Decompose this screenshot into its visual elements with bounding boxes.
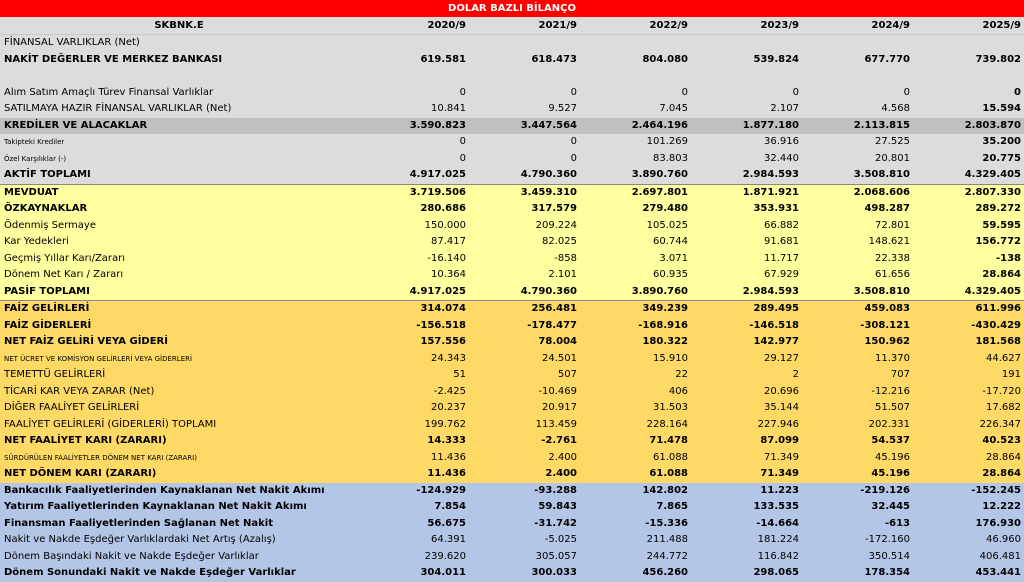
- table-row: [0, 184, 1024, 201]
- row-value: 72.801: [802, 218, 913, 235]
- row-value: 64.391: [358, 532, 469, 549]
- row-value: 2.697.801: [580, 184, 691, 201]
- row-value: 180.322: [580, 334, 691, 351]
- row-label: Finansman Faaliyetlerinden Sağlanan Net Nakit: [0, 516, 358, 533]
- row-value: 29.127: [691, 351, 802, 368]
- row-value: 539.824: [691, 52, 802, 69]
- row-value: 7.045: [580, 101, 691, 118]
- row-value: 228.164: [580, 417, 691, 434]
- row-label: MEVDUAT: [0, 184, 358, 201]
- row-value: -430.429: [913, 318, 1024, 335]
- row-value: 453.441: [913, 565, 1024, 582]
- table-row: [0, 201, 1024, 218]
- row-value: -5.025: [469, 532, 580, 549]
- year-header: 2021/9: [469, 17, 580, 35]
- row-value: [358, 35, 469, 52]
- row-value: -152.245: [913, 483, 1024, 500]
- table-row: [0, 35, 1024, 52]
- row-value: -93.288: [469, 483, 580, 500]
- table-row: [0, 251, 1024, 268]
- row-value: -613: [802, 516, 913, 533]
- row-value: 1.871.921: [691, 184, 802, 201]
- row-value: 31.503: [580, 400, 691, 417]
- row-label: AKTİF TOPLAMI: [0, 167, 358, 184]
- row-value: 289.495: [691, 301, 802, 318]
- row-value: 3.890.760: [580, 284, 691, 301]
- row-value: 227.946: [691, 417, 802, 434]
- row-value: 0: [469, 134, 580, 151]
- row-value: 2.068.606: [802, 184, 913, 201]
- row-value: -172.160: [802, 532, 913, 549]
- row-value: [691, 35, 802, 52]
- row-value: 7.854: [358, 499, 469, 516]
- row-value: 54.537: [802, 433, 913, 450]
- row-value: 181.568: [913, 334, 1024, 351]
- table-row: [0, 483, 1024, 500]
- row-value: 40.523: [913, 433, 1024, 450]
- row-value: 32.440: [691, 151, 802, 168]
- row-value: 11.436: [358, 450, 469, 467]
- row-value: 0: [913, 85, 1024, 102]
- year-header: 2024/9: [802, 17, 913, 35]
- row-value: 618.473: [469, 52, 580, 69]
- row-value: 611.996: [913, 301, 1024, 318]
- row-value: 244.772: [580, 549, 691, 566]
- row-value: 0: [358, 151, 469, 168]
- table-row: [0, 433, 1024, 450]
- row-value: 317.579: [469, 201, 580, 218]
- row-value: 289.272: [913, 201, 1024, 218]
- row-label: TEMETTÜ GELİRLERİ: [0, 367, 358, 384]
- row-value: 619.581: [358, 52, 469, 69]
- row-value: 2.400: [469, 466, 580, 483]
- row-label: Özel Karşılıklar (-): [0, 151, 358, 168]
- row-value: 113.459: [469, 417, 580, 434]
- row-value: 2.807.330: [913, 184, 1024, 201]
- row-value: 24.343: [358, 351, 469, 368]
- row-value: 150.000: [358, 218, 469, 235]
- row-value: 0: [469, 85, 580, 102]
- row-value: 314.074: [358, 301, 469, 318]
- row-value: 181.224: [691, 532, 802, 549]
- row-value: [358, 68, 469, 85]
- row-value: -14.664: [691, 516, 802, 533]
- row-value: 353.931: [691, 201, 802, 218]
- row-value: 2.107: [691, 101, 802, 118]
- row-value: 349.239: [580, 301, 691, 318]
- row-value: 116.842: [691, 549, 802, 566]
- row-value: 66.882: [691, 218, 802, 235]
- row-value: 91.681: [691, 234, 802, 251]
- row-value: 101.269: [580, 134, 691, 151]
- row-value: [691, 68, 802, 85]
- row-value: 32.445: [802, 499, 913, 516]
- row-value: 61.088: [580, 450, 691, 467]
- row-value: 51: [358, 367, 469, 384]
- row-value: 4.790.360: [469, 284, 580, 301]
- row-value: 20.696: [691, 384, 802, 401]
- row-label: ÖZKAYNAKLAR: [0, 201, 358, 218]
- row-value: 3.459.310: [469, 184, 580, 201]
- row-value: 4.329.405: [913, 167, 1024, 184]
- row-value: 1.877.180: [691, 118, 802, 135]
- row-value: [580, 35, 691, 52]
- table-row: [0, 466, 1024, 483]
- row-value: 59.843: [469, 499, 580, 516]
- row-value: 459.083: [802, 301, 913, 318]
- row-value: 87.099: [691, 433, 802, 450]
- row-label: Nakit ve Nakde Eşdeğer Varlıklardaki Net Artış (Azalış): [0, 532, 358, 549]
- row-value: 36.916: [691, 134, 802, 151]
- row-value: 56.675: [358, 516, 469, 533]
- row-value: 0: [358, 134, 469, 151]
- row-value: 4.917.025: [358, 167, 469, 184]
- row-value: 45.196: [802, 466, 913, 483]
- row-label: NET FAALİYET KARI (ZARARI): [0, 433, 358, 450]
- row-label: SATILMAYA HAZIR FİNANSAL VARLIKLAR (Net): [0, 101, 358, 118]
- row-label: SÜRDÜRÜLEN FAALİYETLER DÖNEM NET KARI (ZARARI): [0, 450, 358, 467]
- row-value: 456.260: [580, 565, 691, 582]
- row-value: 0: [691, 85, 802, 102]
- row-value: 11.436: [358, 466, 469, 483]
- row-value: 2.400: [469, 450, 580, 467]
- row-value: [913, 35, 1024, 52]
- row-value: 14.333: [358, 433, 469, 450]
- table-row: [0, 565, 1024, 582]
- row-value: 20.775: [913, 151, 1024, 168]
- row-value: 280.686: [358, 201, 469, 218]
- row-value: 15.594: [913, 101, 1024, 118]
- row-value: 11.223: [691, 483, 802, 500]
- row-value: 156.772: [913, 234, 1024, 251]
- row-value: 211.488: [580, 532, 691, 549]
- row-value: 4.917.025: [358, 284, 469, 301]
- row-value: 191: [913, 367, 1024, 384]
- row-value: -15.336: [580, 516, 691, 533]
- row-value: 804.080: [580, 52, 691, 69]
- table-row: [0, 134, 1024, 151]
- row-value: 350.514: [802, 549, 913, 566]
- row-label: FAİZ GİDERLERİ: [0, 318, 358, 335]
- row-value: 178.354: [802, 565, 913, 582]
- row-value: 2.984.593: [691, 284, 802, 301]
- row-value: 142.802: [580, 483, 691, 500]
- row-value: 3.071: [580, 251, 691, 268]
- row-value: 44.627: [913, 351, 1024, 368]
- row-value: 20.917: [469, 400, 580, 417]
- row-value: 10.364: [358, 267, 469, 284]
- row-value: 45.196: [802, 450, 913, 467]
- row-value: 0: [802, 85, 913, 102]
- row-value: -219.126: [802, 483, 913, 500]
- row-value: 28.864: [913, 450, 1024, 467]
- row-value: -138: [913, 251, 1024, 268]
- row-value: -124.929: [358, 483, 469, 500]
- row-value: 176.930: [913, 516, 1024, 533]
- row-value: 82.025: [469, 234, 580, 251]
- row-value: 300.033: [469, 565, 580, 582]
- row-value: -146.518: [691, 318, 802, 335]
- row-label: FAİZ GELİRLERİ: [0, 301, 358, 318]
- row-label: Takipteki Krediler: [0, 134, 358, 151]
- row-value: -2.761: [469, 433, 580, 450]
- year-header: 2023/9: [691, 17, 802, 35]
- row-value: -17.720: [913, 384, 1024, 401]
- row-value: 71.349: [691, 466, 802, 483]
- row-label: NAKİT DEĞERLER VE MERKEZ BANKASI: [0, 52, 358, 69]
- row-value: 148.621: [802, 234, 913, 251]
- table-body: [0, 35, 1024, 582]
- table-row: [0, 318, 1024, 335]
- row-label: Ödenmiş Sermaye: [0, 218, 358, 235]
- row-value: 61.088: [580, 466, 691, 483]
- row-value: 3.447.564: [469, 118, 580, 135]
- row-value: 51.507: [802, 400, 913, 417]
- row-value: 17.682: [913, 400, 1024, 417]
- row-value: 60.744: [580, 234, 691, 251]
- row-value: 3.508.810: [802, 167, 913, 184]
- row-value: 60.935: [580, 267, 691, 284]
- row-value: 150.962: [802, 334, 913, 351]
- row-value: 67.929: [691, 267, 802, 284]
- row-value: 46.960: [913, 532, 1024, 549]
- row-value: 507: [469, 367, 580, 384]
- table-row: [0, 101, 1024, 118]
- row-value: 199.762: [358, 417, 469, 434]
- row-value: 20.237: [358, 400, 469, 417]
- row-value: 2.101: [469, 267, 580, 284]
- row-label: Bankacılık Faaliyetlerinden Kaynaklanan Net Nakit Akımı: [0, 483, 358, 500]
- row-value: 2.803.870: [913, 118, 1024, 135]
- row-value: 0: [580, 85, 691, 102]
- table-row: [0, 450, 1024, 467]
- table-row: [0, 151, 1024, 168]
- table-row: [0, 417, 1024, 434]
- row-value: 71.478: [580, 433, 691, 450]
- row-value: -12.216: [802, 384, 913, 401]
- row-value: 239.620: [358, 549, 469, 566]
- row-value: 11.370: [802, 351, 913, 368]
- row-value: 71.349: [691, 450, 802, 467]
- balance-table: [0, 17, 1024, 582]
- row-label: NET ÜCRET VE KOMİSYON GELİRLERİ VEYA GİDERLERİ: [0, 351, 358, 368]
- row-value: 35.200: [913, 134, 1024, 151]
- row-value: 28.864: [913, 267, 1024, 284]
- row-value: [469, 68, 580, 85]
- table-row: [0, 218, 1024, 235]
- row-value: 2: [691, 367, 802, 384]
- row-value: 406.481: [913, 549, 1024, 566]
- row-value: 12.222: [913, 499, 1024, 516]
- row-label: Dönem Sonundaki Nakit ve Nakde Eşdeğer Varlıklar: [0, 565, 358, 582]
- table-row: [0, 118, 1024, 135]
- row-value: 142.977: [691, 334, 802, 351]
- row-label: Dönem Başındaki Nakit ve Nakde Eşdeğer Varlıklar: [0, 549, 358, 566]
- row-value: 226.347: [913, 417, 1024, 434]
- row-value: 279.480: [580, 201, 691, 218]
- row-value: 87.417: [358, 234, 469, 251]
- row-value: [469, 35, 580, 52]
- row-value: 3.590.823: [358, 118, 469, 135]
- table-row: [0, 85, 1024, 102]
- year-header: 2025/9: [913, 17, 1024, 35]
- row-value: 304.011: [358, 565, 469, 582]
- row-label: FAALİYET GELİRLERİ (GİDERLERİ) TOPLAMI: [0, 417, 358, 434]
- row-value: 9.527: [469, 101, 580, 118]
- row-value: 209.224: [469, 218, 580, 235]
- row-value: 256.481: [469, 301, 580, 318]
- row-label: Yatırım Faaliyetlerinden Kaynaklanan Net Nakit Akımı: [0, 499, 358, 516]
- sheet-title: DOLAR BAZLI BİLANÇO: [0, 0, 1024, 17]
- row-label: NET DÖNEM KARI (ZARARI): [0, 466, 358, 483]
- row-value: 498.287: [802, 201, 913, 218]
- row-value: 677.770: [802, 52, 913, 69]
- row-value: 2.984.593: [691, 167, 802, 184]
- header-row: [0, 17, 1024, 35]
- row-value: 20.801: [802, 151, 913, 168]
- row-value: 133.535: [691, 499, 802, 516]
- row-value: 27.525: [802, 134, 913, 151]
- table-row: [0, 284, 1024, 301]
- row-value: [802, 35, 913, 52]
- row-value: 78.004: [469, 334, 580, 351]
- row-value: -16.140: [358, 251, 469, 268]
- row-value: [913, 68, 1024, 85]
- row-value: -10.469: [469, 384, 580, 401]
- row-value: 24.501: [469, 351, 580, 368]
- table-row: [0, 516, 1024, 533]
- table-row: [0, 234, 1024, 251]
- row-value: 0: [469, 151, 580, 168]
- row-label: TİCARİ KAR VEYA ZARAR (Net): [0, 384, 358, 401]
- row-value: [580, 68, 691, 85]
- row-value: 59.595: [913, 218, 1024, 235]
- table-row: [0, 52, 1024, 69]
- table-row: [0, 68, 1024, 85]
- row-value: -156.518: [358, 318, 469, 335]
- row-value: 4.329.405: [913, 284, 1024, 301]
- row-label: Kar Yedekleri: [0, 234, 358, 251]
- row-value: 305.057: [469, 549, 580, 566]
- row-value: 105.025: [580, 218, 691, 235]
- row-label: [0, 68, 358, 85]
- row-value: 4.568: [802, 101, 913, 118]
- row-value: 157.556: [358, 334, 469, 351]
- table-row: [0, 351, 1024, 368]
- table-row: [0, 301, 1024, 318]
- table-row: [0, 384, 1024, 401]
- row-label: NET FAİZ GELİRİ VEYA GİDERİ: [0, 334, 358, 351]
- row-value: -2.425: [358, 384, 469, 401]
- table-row: [0, 532, 1024, 549]
- table-row: [0, 400, 1024, 417]
- row-value: 11.717: [691, 251, 802, 268]
- year-header: 2022/9: [580, 17, 691, 35]
- ticker-header: SKBNK.E: [0, 17, 358, 35]
- table-row: [0, 367, 1024, 384]
- row-value: 35.144: [691, 400, 802, 417]
- row-value: 298.065: [691, 565, 802, 582]
- table-row: [0, 499, 1024, 516]
- row-value: 3.508.810: [802, 284, 913, 301]
- row-label: KREDİLER VE ALACAKLAR: [0, 118, 358, 135]
- row-value: 61.656: [802, 267, 913, 284]
- row-value: -858: [469, 251, 580, 268]
- row-label: PASİF TOPLAMI: [0, 284, 358, 301]
- table-row: [0, 549, 1024, 566]
- row-value: 22: [580, 367, 691, 384]
- row-value: 10.841: [358, 101, 469, 118]
- row-value: 707: [802, 367, 913, 384]
- row-label: Geçmiş Yıllar Karı/Zararı: [0, 251, 358, 268]
- row-value: -178.477: [469, 318, 580, 335]
- row-value: 15.910: [580, 351, 691, 368]
- row-value: 22.338: [802, 251, 913, 268]
- table-row: [0, 167, 1024, 184]
- table-row: [0, 334, 1024, 351]
- table-row: [0, 267, 1024, 284]
- row-value: -168.916: [580, 318, 691, 335]
- row-value: 2.113.815: [802, 118, 913, 135]
- row-label: Alım Satım Amaçlı Türev Finansal Varlıklar: [0, 85, 358, 102]
- row-value: 0: [358, 85, 469, 102]
- row-label: FİNANSAL VARLIKLAR (Net): [0, 35, 358, 52]
- row-value: 739.802: [913, 52, 1024, 69]
- row-value: 83.803: [580, 151, 691, 168]
- year-header: 2020/9: [358, 17, 469, 35]
- row-value: 3.890.760: [580, 167, 691, 184]
- row-label: Dönem Net Karı / Zararı: [0, 267, 358, 284]
- row-value: 3.719.506: [358, 184, 469, 201]
- row-value: 2.464.196: [580, 118, 691, 135]
- row-value: 28.864: [913, 466, 1024, 483]
- row-value: -308.121: [802, 318, 913, 335]
- row-value: 202.331: [802, 417, 913, 434]
- row-value: -31.742: [469, 516, 580, 533]
- row-value: 4.790.360: [469, 167, 580, 184]
- row-value: 406: [580, 384, 691, 401]
- row-label: DİĞER FAALİYET GELİRLERİ: [0, 400, 358, 417]
- row-value: 7.865: [580, 499, 691, 516]
- row-value: [802, 68, 913, 85]
